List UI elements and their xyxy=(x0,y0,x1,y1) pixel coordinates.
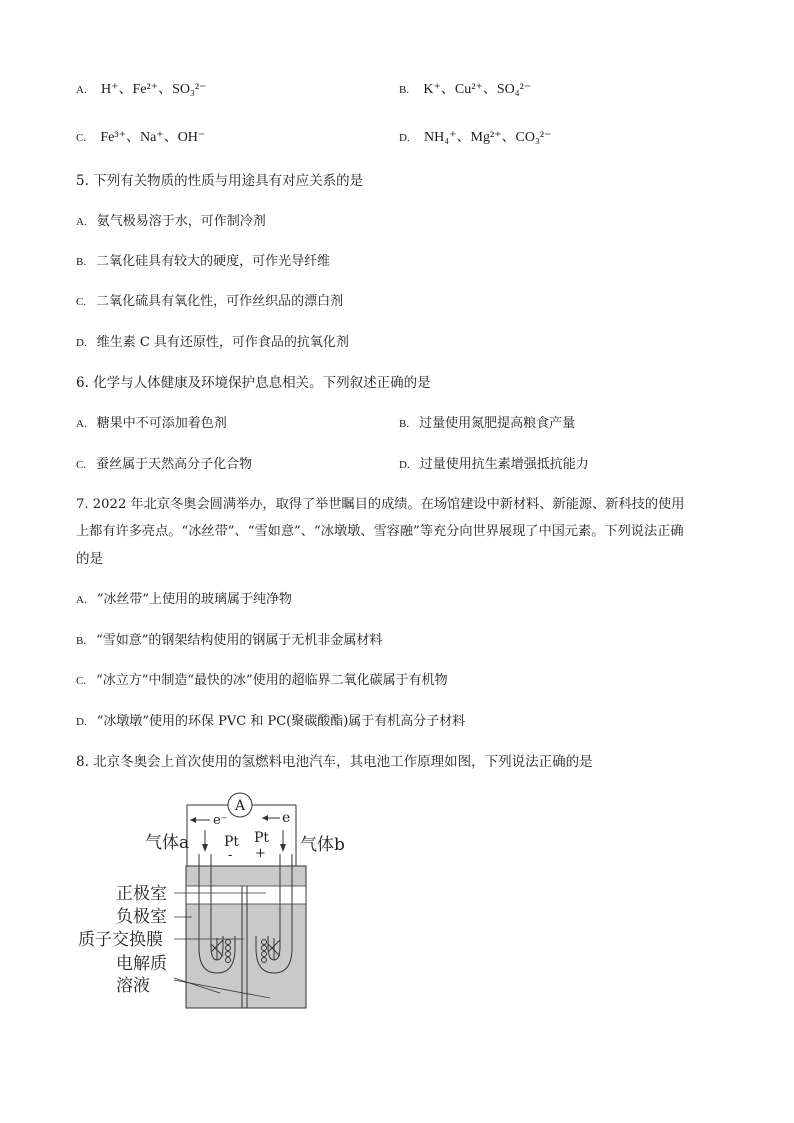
ammeter-label: A xyxy=(234,798,246,814)
gas-a-label: 气体a xyxy=(145,833,190,853)
q5-option-c xyxy=(76,292,343,312)
option-label: A. xyxy=(76,418,87,430)
option-label: A. xyxy=(76,594,87,606)
q7-option-b xyxy=(76,631,382,651)
q4-option-c xyxy=(76,127,205,148)
option-text: 二氧化硅具有较大的硬度，可作光导纤维 xyxy=(96,254,331,269)
q6-option-c xyxy=(76,455,252,475)
option-label: B. xyxy=(399,84,410,96)
option-text: “冰丝带”上使用的玻璃属于纯净物 xyxy=(96,592,292,607)
q7-option-c xyxy=(76,671,448,691)
option-label: D. xyxy=(399,132,410,144)
q4-option-d xyxy=(399,127,551,148)
electron-arrow-right xyxy=(262,810,290,826)
q6-option-d xyxy=(399,455,589,475)
option-label: A. xyxy=(76,216,87,228)
q4-option-b xyxy=(399,79,531,100)
electrolyte-label-1: 电解质 xyxy=(116,954,167,974)
ammeter-icon xyxy=(228,793,252,817)
option-label: A. xyxy=(76,84,87,96)
option-label: C. xyxy=(76,459,87,471)
option-label: C. xyxy=(76,675,87,687)
option-label: B. xyxy=(76,635,87,647)
pt-right-label: Pt xyxy=(254,830,270,846)
option-text: “冰立方”中制造“最快的冰”使用的超临界二氧化碳属于有机物 xyxy=(96,673,448,688)
option-text: Fe³⁺、Na⁺、OH⁻ xyxy=(100,130,206,145)
electron-label-left: e⁻ xyxy=(213,813,228,828)
option-text: 二氧化硫具有氧化性，可作丝织品的漂白剂 xyxy=(96,294,344,309)
gas-a-inlet-arrow xyxy=(202,830,208,852)
negative-chamber-label: 负极室 xyxy=(116,907,167,927)
q5-stem: 5. 下列有关物质的性质与用途具有对应关系的是 xyxy=(76,173,364,189)
option-text: 蚕丝属于天然高分子化合物 xyxy=(96,457,253,472)
q5-option-a xyxy=(76,212,266,232)
electrolyte-label-2: 溶液 xyxy=(116,976,150,996)
option-text: “冰墩墩”使用的环保 PVC 和 PC(聚碳酸酯)属于有机高分子材料 xyxy=(96,714,466,729)
q5-option-d xyxy=(76,333,349,353)
fuel-cell-diagram xyxy=(70,788,370,1023)
option-text: “雪如意”的钢架结构使用的钢属于无机非金属材料 xyxy=(96,633,383,648)
option-label: D. xyxy=(76,716,87,728)
option-text: 维生素 C 具有还原性，可作食品的抗氧化剂 xyxy=(96,335,349,350)
option-text: NH₄⁺、Mg²⁺、CO₃²⁻ xyxy=(424,130,552,145)
q7-stem-line-3: 的是 xyxy=(76,551,103,567)
option-text: 氨气极易溶于水，可作制冷剂 xyxy=(96,214,266,229)
option-text: K⁺、Cu²⁺、SO₄²⁻ xyxy=(423,82,532,97)
gas-b-label: 气体b xyxy=(300,835,345,855)
option-label: B. xyxy=(399,418,410,430)
option-label: C. xyxy=(76,132,87,144)
option-text: 过量使用氮肥提高粮食产量 xyxy=(419,416,576,431)
option-label: D. xyxy=(76,337,87,349)
membrane-label: 质子交换膜 xyxy=(78,930,163,950)
q4-option-a xyxy=(76,79,206,100)
electron-arrow-left xyxy=(190,813,228,828)
pt-right-sign: + xyxy=(255,846,266,861)
gas-b-inlet-arrow xyxy=(280,830,286,852)
option-text: H⁺、Fe²⁺、SO₃²⁻ xyxy=(101,82,207,97)
option-label: D. xyxy=(399,459,410,471)
option-label: C. xyxy=(76,296,87,308)
q5-option-b xyxy=(76,252,330,272)
q7-stem-line-1: 7. 2022 年北京冬奥会圆满举办，取得了举世瞩目的成绩。在场馆建设中新材料、新能源、新科技的使用 xyxy=(76,497,685,512)
q7-stem-line-2: 上都有许多亮点。“冰丝带”、“雪如意”、“冰墩墩、雪容融”等充分向世界展现了中国元素。下列说法正确 xyxy=(76,524,684,539)
pt-left-sign: - xyxy=(228,848,233,863)
option-text: 糖果中不可添加着色剂 xyxy=(96,416,227,431)
q6-option-a xyxy=(76,414,227,434)
q7-option-d xyxy=(76,712,465,732)
q6-stem: 6. 化学与人体健康及环境保护息息相关。下列叙述正确的是 xyxy=(76,375,431,391)
q7-option-a xyxy=(76,590,292,610)
pt-left-label: Pt xyxy=(224,834,240,850)
positive-chamber-label: 正极室 xyxy=(116,884,167,904)
q8-stem: 8. 北京冬奥会上首次使用的氢燃料电池汽车，其电池工作原理如图，下列说法正确的是 xyxy=(76,754,593,770)
q6-option-b xyxy=(399,414,575,434)
option-text: 过量使用抗生素增强抵抗能力 xyxy=(419,457,589,472)
option-label: B. xyxy=(76,256,87,268)
cell-container xyxy=(186,866,306,1008)
electron-label-right: e xyxy=(282,810,291,826)
